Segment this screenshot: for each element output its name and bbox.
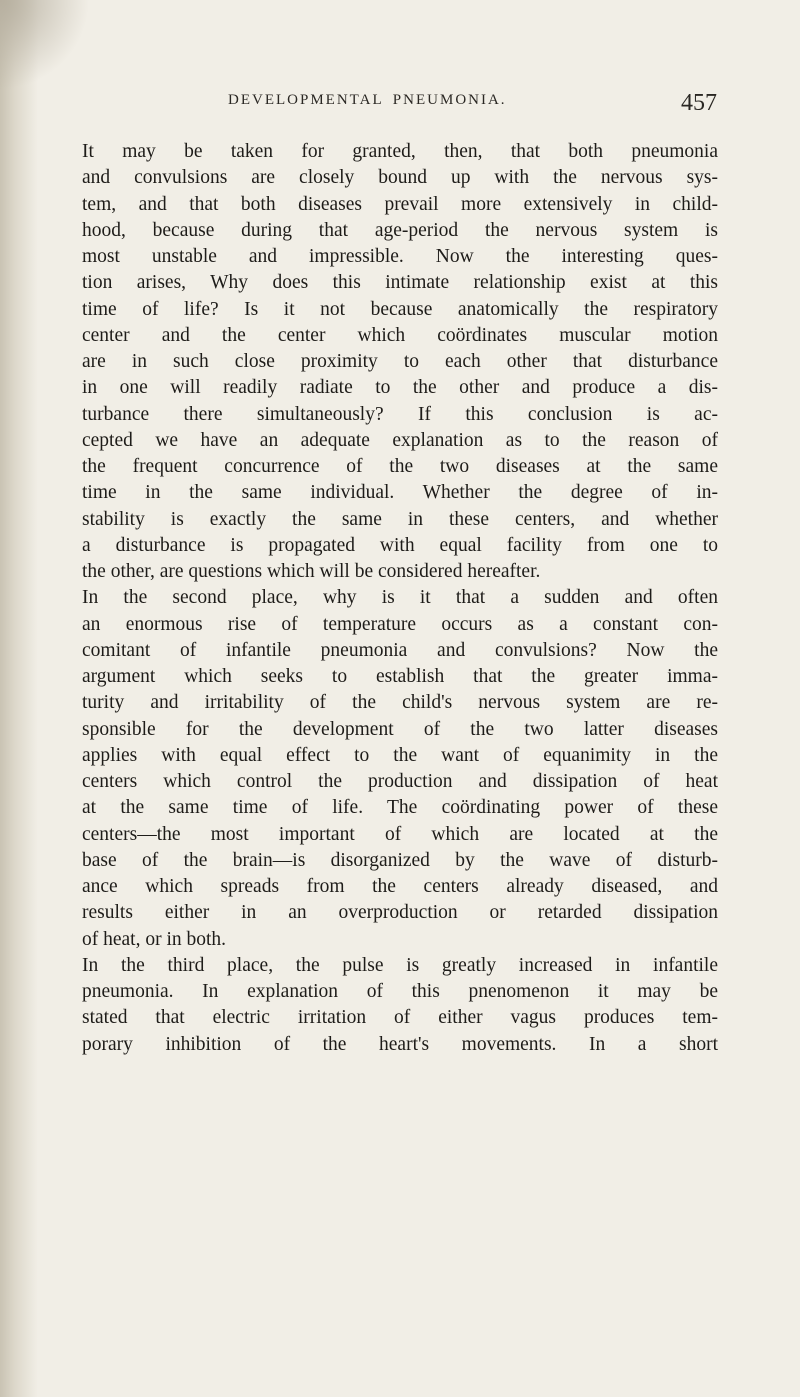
text-line: porary inhibition of the heart's movements. In a short — [82, 1033, 718, 1055]
scan-edge-shadow — [0, 0, 38, 1397]
text-line: sponsible for the development of the two latter diseases — [82, 718, 718, 740]
running-head — [0, 92, 800, 122]
text-line: stability is exactly the same in these centers, and whether — [82, 508, 718, 530]
text-line: comitant of infantile pneumonia and convulsions? Now the — [82, 639, 718, 661]
text-line: results either in an overproduction or retarded dissipation — [82, 902, 718, 924]
paragraph-1 — [82, 139, 718, 585]
text-line: ance which spreads from the centers already diseased, and — [82, 876, 718, 897]
paragraph-3 — [82, 953, 718, 1058]
text-line: stated that electric irritation of either vagus produces tem- — [82, 1007, 718, 1029]
text-line: centers which control the production and dissipation of heat — [82, 771, 718, 792]
text-line: a disturbance is propagated with equal facility from one to — [82, 534, 718, 556]
page-number: 457 — [681, 90, 717, 116]
body-text — [82, 139, 718, 1058]
text-line: are in such close proximity to each other that disturbance — [82, 351, 718, 372]
text-line: turity and irritability of the child's nervous system are re- — [82, 692, 718, 714]
text-line: the other, are questions which will be considered hereafter. — [82, 561, 541, 582]
text-line: base of the brain—is disorganized by the wave of disturb- — [82, 849, 718, 871]
text-line: argument which seeks to establish that the greater imma- — [82, 666, 718, 687]
text-line: in one will readily radiate to the other and produce a dis- — [82, 377, 718, 399]
text-line: cepted we have an adequate explanation as to the reason of — [82, 429, 718, 451]
text-line: an enormous rise of temperature occurs as a constant con- — [82, 613, 718, 635]
text-line: turbance there simultaneously? If this conclusion is ac- — [82, 403, 718, 425]
text-line: of heat, or in both. — [82, 928, 227, 950]
text-line: pneumonia. In explanation of this pnenomenon it may be — [82, 981, 718, 1002]
text-line: tion arises, Why does this intimate relationship exist at this — [82, 272, 718, 294]
text-line: In the third place, the pulse is greatly increased in infantile — [82, 954, 718, 976]
text-line: centers—the most important of which are located at the — [82, 823, 718, 845]
text-line: tem, and that both diseases prevail more extensively in child- — [82, 193, 718, 215]
running-head-title: DEVELOPMENTAL PNEUMONIA. — [228, 92, 507, 108]
text-line: applies with equal effect to the want of equanimity in the — [82, 744, 718, 766]
text-line: time in the same individual. Whether the degree of in- — [82, 482, 718, 504]
text-line: In the second place, why is it that a sudden and often — [82, 587, 718, 609]
text-line: time of life? Is it not because anatomically the respiratory — [82, 298, 718, 320]
text-line: at the same time of life. The coördinating power of these — [82, 797, 718, 819]
text-line: hood, because during that age-period the nervous system is — [82, 219, 718, 241]
text-line: most unstable and impressible. Now the interesting ques- — [82, 246, 718, 267]
paragraph-2 — [82, 585, 718, 953]
text-line: the frequent concurrence of the two diseases at the same — [82, 456, 718, 477]
text-line: It may be taken for granted, then, that both pneumonia — [82, 141, 718, 162]
scan-corner-shadow — [0, 0, 90, 90]
text-line: and convulsions are closely bound up with the nervous sys- — [82, 167, 718, 189]
text-line: center and the center which coördinates muscular motion — [82, 324, 718, 346]
